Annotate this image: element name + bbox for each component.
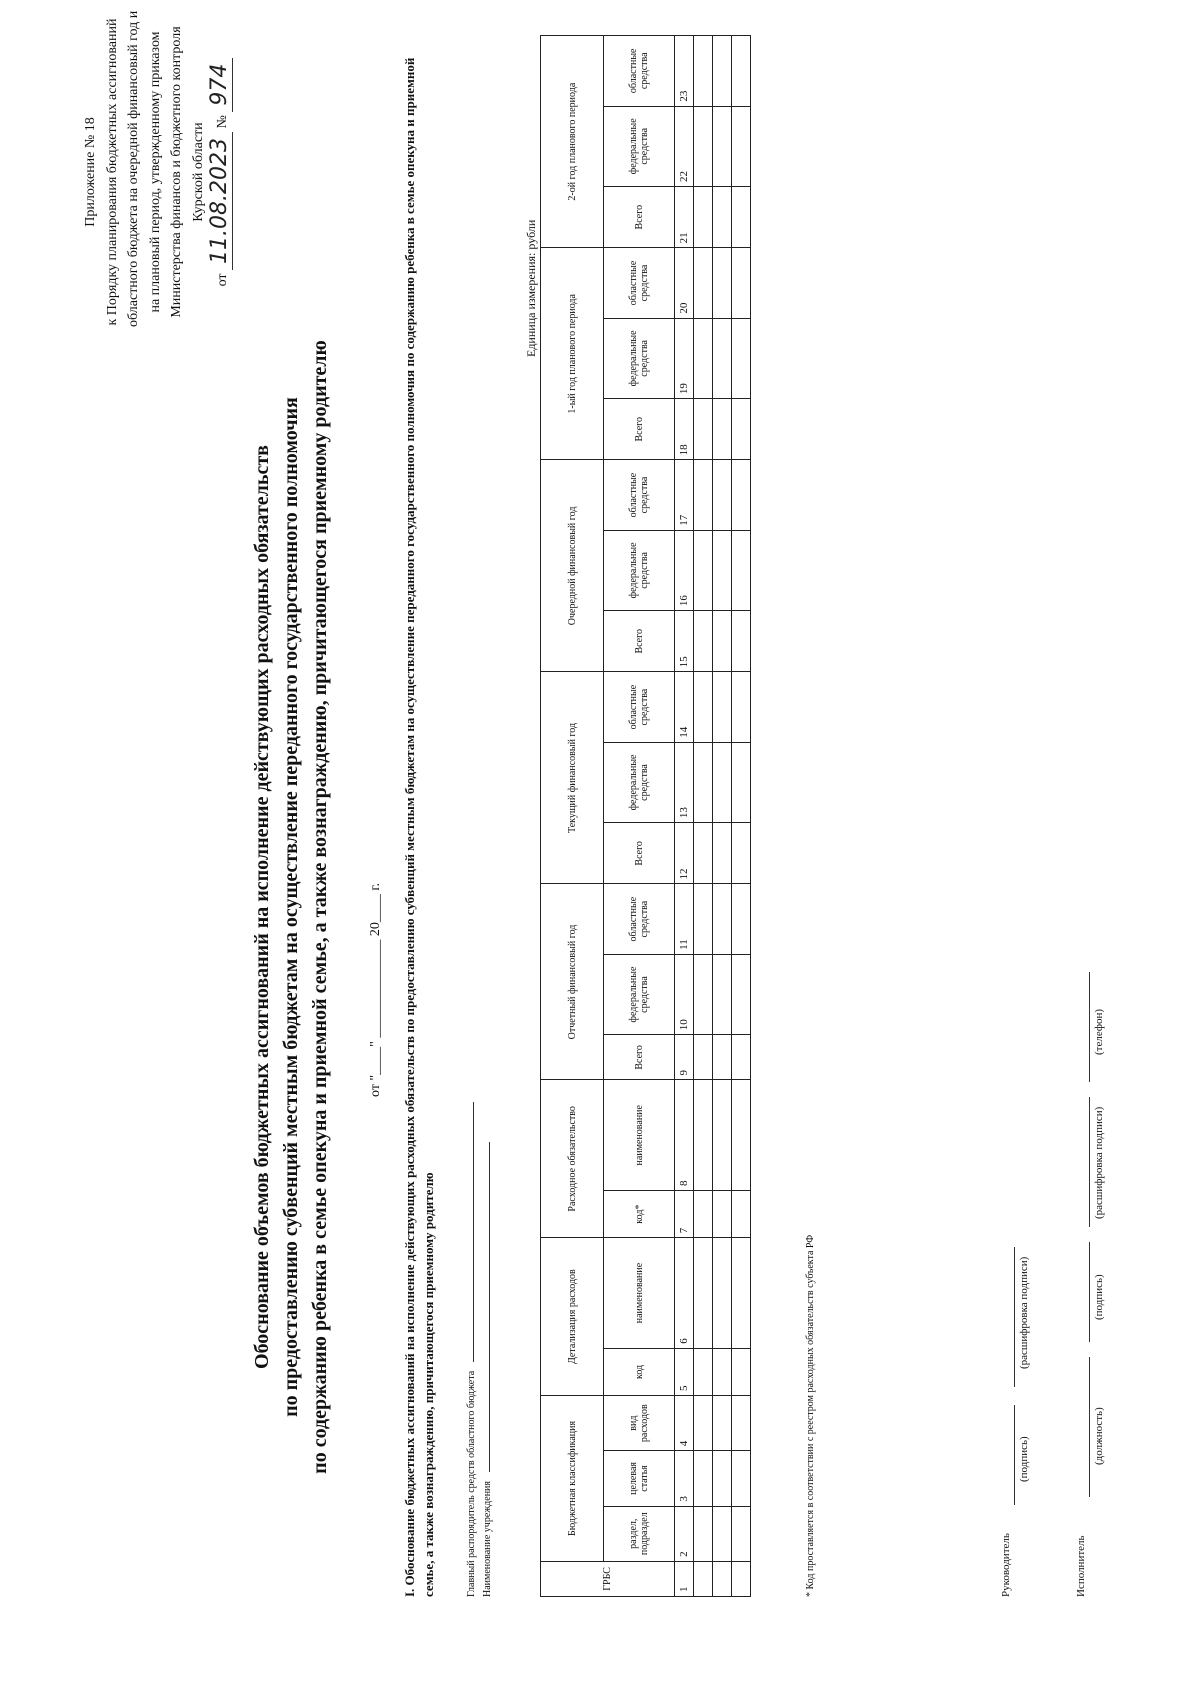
header-group: Детализация расходов bbox=[541, 1238, 604, 1396]
table-cell bbox=[694, 1451, 713, 1506]
column-number: 3 bbox=[675, 1451, 694, 1506]
table-row bbox=[732, 36, 751, 1597]
exec-position-caption: (должность) bbox=[1093, 1407, 1105, 1465]
head-decode-caption: (расшифровка подписи) bbox=[1018, 1256, 1030, 1369]
table-cell bbox=[694, 36, 713, 107]
header-subcolumn: код bbox=[604, 1348, 675, 1395]
table-cell bbox=[732, 1506, 751, 1561]
institution-input-line bbox=[489, 1142, 490, 1472]
table-cell bbox=[732, 399, 751, 460]
table-cell bbox=[713, 1506, 732, 1561]
head-decode-line bbox=[1014, 1247, 1015, 1387]
document-title bbox=[248, 217, 335, 1597]
column-number-row bbox=[675, 36, 694, 1597]
header-subcolumn: федеральные средства bbox=[604, 318, 675, 398]
column-number: 14 bbox=[675, 672, 694, 742]
footnote: * Код проставляется в соответствии с реестром расходных обязательств субъекта РФ bbox=[805, 1234, 816, 1597]
table-cell bbox=[694, 672, 713, 742]
table-cell bbox=[713, 460, 732, 530]
table-cell bbox=[713, 611, 732, 672]
header-subcolumn: целевая статья bbox=[604, 1451, 675, 1506]
table-cell bbox=[732, 187, 751, 248]
table-cell bbox=[732, 823, 751, 884]
table-cell bbox=[694, 1035, 713, 1080]
exec-signature-row bbox=[1075, 1535, 1087, 1597]
order-date-prefix: от bbox=[215, 273, 230, 287]
header-grbs: ГРБС bbox=[541, 1561, 675, 1596]
table-cell bbox=[694, 1191, 713, 1238]
table-cell bbox=[694, 954, 713, 1034]
column-number: 20 bbox=[675, 248, 694, 318]
header-subcolumn: вид расходов bbox=[604, 1396, 675, 1451]
column-number: 2 bbox=[675, 1506, 694, 1561]
table-cell bbox=[694, 611, 713, 672]
title-line: по предоставлению субвенций местным бюджетам на осуществление переданного государственного полномочия bbox=[280, 397, 302, 1417]
column-number: 18 bbox=[675, 399, 694, 460]
table-cell bbox=[713, 1080, 732, 1191]
table-cell bbox=[732, 742, 751, 822]
header-group: Отчетный финансовый год bbox=[541, 884, 604, 1080]
table-cell bbox=[694, 530, 713, 610]
table-cell bbox=[713, 672, 732, 742]
header-subcolumn: Всего bbox=[604, 1035, 675, 1080]
table-cell bbox=[732, 1035, 751, 1080]
table-cell bbox=[732, 954, 751, 1034]
header-subcolumn: Всего bbox=[604, 399, 675, 460]
header-subcolumn: федеральные средства bbox=[604, 742, 675, 822]
appendix-line: к Порядку планирования бюджетных ассигнований bbox=[104, 18, 120, 326]
table-cell bbox=[732, 318, 751, 398]
table-cell bbox=[713, 399, 732, 460]
column-number: 11 bbox=[675, 884, 694, 954]
header-group: Очередной финансовый год bbox=[541, 460, 604, 672]
table-row bbox=[713, 36, 732, 1597]
table-cell bbox=[694, 106, 713, 186]
head-label: Руководитель bbox=[1000, 1533, 1012, 1597]
table-cell bbox=[732, 672, 751, 742]
head-sign-line bbox=[1014, 1405, 1015, 1505]
grbs-input-line bbox=[473, 1102, 474, 1362]
table-cell bbox=[694, 460, 713, 530]
column-number: 21 bbox=[675, 187, 694, 248]
table-cell bbox=[694, 248, 713, 318]
section-heading: I. Обоснование бюджетных ассигнований на исполнение действующих расходных обязательств по предоставлению субвенций местным бюджетам на осуществление переданного государственного полномочия по содержанию ребенка в семье опекуна и приемной семье, а также вознаграждению, причитающегося приемному родителю bbox=[402, 57, 436, 1597]
table-cell bbox=[694, 884, 713, 954]
order-date: 11.08.2023 bbox=[207, 132, 233, 270]
header-subcolumn: областные средства bbox=[604, 248, 675, 318]
header-subcolumn: областные средства bbox=[604, 36, 675, 107]
exec-position-line bbox=[1089, 1357, 1090, 1497]
head-signature-row bbox=[1000, 1533, 1012, 1597]
appendix-number: Приложение № 18 bbox=[83, 117, 98, 227]
table-cell bbox=[713, 530, 732, 610]
table-cell bbox=[732, 611, 751, 672]
table-cell bbox=[732, 36, 751, 107]
exec-label: Исполнитель bbox=[1075, 1535, 1087, 1597]
table-cell bbox=[713, 1035, 732, 1080]
appendix-order-line bbox=[209, 17, 234, 327]
table-cell bbox=[713, 823, 732, 884]
table-cell bbox=[732, 1561, 751, 1596]
header-subcolumn: федеральные средства bbox=[604, 530, 675, 610]
column-number: 17 bbox=[675, 460, 694, 530]
table-body bbox=[541, 36, 751, 1597]
header-subcolumn: наименование bbox=[604, 1080, 675, 1191]
header-subcolumn: Всего bbox=[604, 611, 675, 672]
table-cell bbox=[713, 1191, 732, 1238]
column-number: 15 bbox=[675, 611, 694, 672]
column-number: 13 bbox=[675, 742, 694, 822]
table-cell bbox=[713, 742, 732, 822]
order-number-prefix: № bbox=[215, 115, 230, 129]
header-subcolumn: областные средства bbox=[604, 460, 675, 530]
column-number: 7 bbox=[675, 1191, 694, 1238]
header-group: Расходное обязательство bbox=[541, 1080, 604, 1238]
column-number: 1 bbox=[675, 1561, 694, 1596]
appendix-block bbox=[80, 10, 234, 327]
column-number: 4 bbox=[675, 1396, 694, 1451]
header-subcolumn: раздел, подраздел bbox=[604, 1506, 675, 1561]
column-number: 10 bbox=[675, 954, 694, 1034]
table-cell bbox=[694, 399, 713, 460]
appendix-line: Министерства финансов и бюджетного контроля bbox=[169, 26, 184, 318]
grbs-label: Главный распорядитель средств областного бюджета bbox=[466, 1370, 477, 1597]
table-cell bbox=[694, 187, 713, 248]
column-number: 12 bbox=[675, 823, 694, 884]
table-cell bbox=[713, 106, 732, 186]
table-cell bbox=[713, 1451, 732, 1506]
header-subcolumn: областные средства bbox=[604, 884, 675, 954]
table-cell bbox=[713, 187, 732, 248]
column-number: 6 bbox=[675, 1238, 694, 1349]
table-cell bbox=[694, 823, 713, 884]
grbs-field bbox=[466, 1102, 477, 1597]
header-group: 1-ый год планового периода bbox=[541, 248, 604, 460]
exec-sign-line bbox=[1089, 1242, 1090, 1342]
exec-sign-caption: (подпись) bbox=[1093, 1274, 1105, 1320]
appendix-line: Курской области bbox=[190, 122, 206, 222]
column-number: 8 bbox=[675, 1080, 694, 1191]
exec-phone-line bbox=[1089, 972, 1090, 1082]
table-cell bbox=[732, 530, 751, 610]
table-cell bbox=[713, 1348, 732, 1395]
table-row bbox=[694, 36, 713, 1597]
table-cell bbox=[694, 742, 713, 822]
exec-decode-caption: (расшифровка подписи) bbox=[1093, 1106, 1105, 1219]
table-cell bbox=[713, 954, 732, 1034]
appendix-line: на плановый период, утвержденному приказом bbox=[147, 31, 163, 313]
table-cell bbox=[694, 1348, 713, 1395]
date-line: от "____" ______________ 20____ г. bbox=[368, 882, 383, 1097]
institution-label: Наименование учреждения bbox=[482, 1480, 493, 1597]
table-cell bbox=[713, 1238, 732, 1349]
table-cell bbox=[694, 1561, 713, 1596]
header-subcolumn: федеральные средства bbox=[604, 954, 675, 1034]
table-cell bbox=[694, 318, 713, 398]
table-subheader-row bbox=[604, 36, 675, 1597]
header-subcolumn: Всего bbox=[604, 187, 675, 248]
header-subcolumn: код* bbox=[604, 1191, 675, 1238]
unit-of-measure: Единица измерения: рубли bbox=[524, 219, 538, 357]
table-cell bbox=[713, 318, 732, 398]
header-subcolumn: Всего bbox=[604, 823, 675, 884]
title-line: по содержанию ребенка в семье опекуна и приемной семье, а также вознаграждению, причитающегося приемному родителю bbox=[309, 340, 331, 1474]
table-cell bbox=[732, 1348, 751, 1395]
table-cell bbox=[694, 1396, 713, 1451]
table-cell bbox=[694, 1506, 713, 1561]
appendix-line: областного бюджета на очередной финансовый год и bbox=[126, 10, 141, 327]
column-number: 16 bbox=[675, 530, 694, 610]
column-number: 19 bbox=[675, 318, 694, 398]
header-subcolumn: наименование bbox=[604, 1238, 675, 1349]
table-cell bbox=[713, 36, 732, 107]
order-number: 974 bbox=[207, 58, 233, 112]
exec-decode-line bbox=[1089, 1097, 1090, 1227]
table-cell bbox=[694, 1238, 713, 1349]
header-group: Бюджетная классификация bbox=[541, 1396, 604, 1562]
table-cell bbox=[732, 1080, 751, 1191]
institution-field bbox=[482, 1142, 493, 1597]
header-subcolumn: областные средства bbox=[604, 672, 675, 742]
column-number: 23 bbox=[675, 36, 694, 107]
table-cell bbox=[732, 106, 751, 186]
table-cell bbox=[732, 248, 751, 318]
title-line: Обоснование объемов бюджетных ассигнований на исполнение действующих расходных обязательств bbox=[251, 445, 273, 1369]
head-sign-caption: (подпись) bbox=[1018, 1436, 1030, 1482]
column-number: 22 bbox=[675, 106, 694, 186]
table-cell bbox=[732, 1451, 751, 1506]
exec-phone-caption: (телефон) bbox=[1093, 1008, 1105, 1055]
column-number: 9 bbox=[675, 1035, 694, 1080]
table-cell bbox=[713, 248, 732, 318]
header-group: Текущий финансовый год bbox=[541, 672, 604, 884]
header-subcolumn: федеральные средства bbox=[604, 106, 675, 186]
budget-table bbox=[540, 35, 751, 1597]
table-header-row bbox=[541, 36, 604, 1597]
table-cell bbox=[694, 1080, 713, 1191]
table-cell bbox=[713, 1396, 732, 1451]
table-cell bbox=[713, 884, 732, 954]
column-number: 5 bbox=[675, 1348, 694, 1395]
table-cell bbox=[732, 1238, 751, 1349]
table-cell bbox=[713, 1561, 732, 1596]
header-group: 2-ой год планового периода bbox=[541, 36, 604, 248]
table-cell bbox=[732, 460, 751, 530]
table-cell bbox=[732, 884, 751, 954]
table-cell bbox=[732, 1396, 751, 1451]
table-cell bbox=[732, 1191, 751, 1238]
